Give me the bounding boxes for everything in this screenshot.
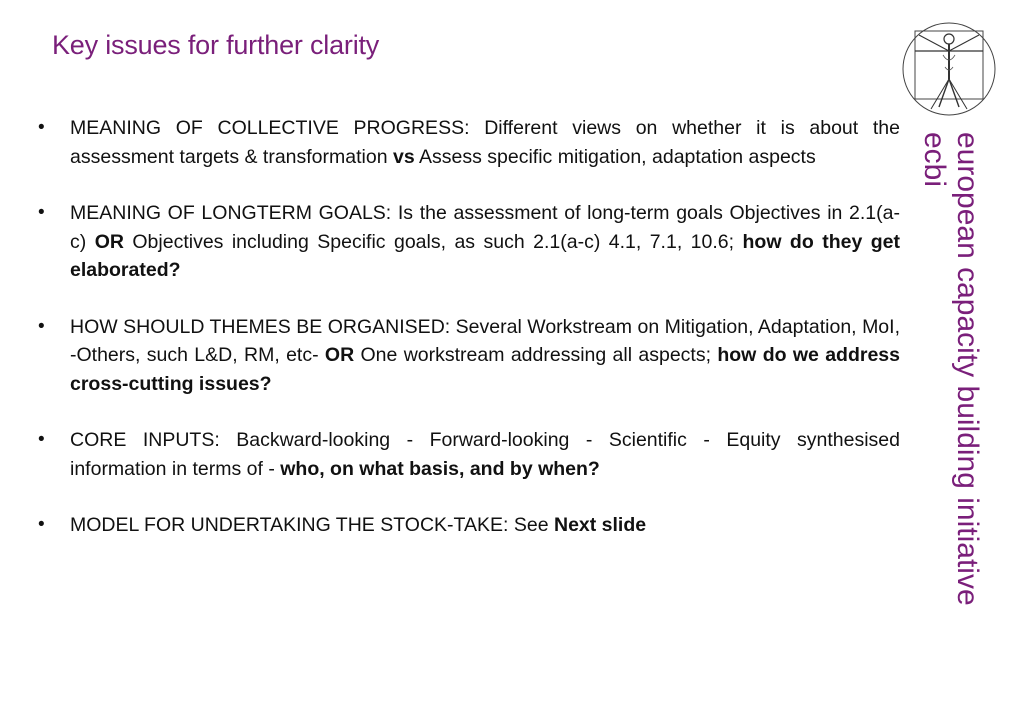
bullet-item — [32, 114, 900, 171]
bullet-text: CORE INPUTS: Backward-looking - Forward-looking - Scientific - Equity synthesised information in terms of - — [70, 429, 900, 480]
bullet-emphasis: OR — [324, 344, 355, 366]
bullet-text: MEANING OF COLLECTIVE PROGRESS: Different views on whether it is about the assessment targets & transformation — [70, 117, 900, 168]
bullet-text: MEANING OF LONGTERM GOALS: Is the assessment of long-term goals Objectives in 2.1(a-c) — [70, 202, 900, 253]
org-vertical-label — [918, 132, 984, 606]
bullet-emphasis: how do they get elaborated? — [70, 230, 900, 281]
bullet-marker: • — [38, 514, 45, 535]
bullet-emphasis: vs — [392, 145, 415, 168]
org-full-name: european capacity building initiative — [951, 132, 984, 606]
bullet-emphasis: how do we address cross-cutting issues? — [70, 344, 900, 395]
bullet-text: One workstream addressing all aspects; — [354, 344, 718, 366]
bullet-emphasis: Next slide — [553, 514, 647, 536]
vitruvian-man-icon — [901, 21, 997, 117]
bullet-text: Objectives including Specific goals, as such 2.1(a-c) 4.1, 7.1, 10.6; — [123, 230, 743, 253]
bullet-emphasis: OR — [94, 230, 124, 253]
bullet-item — [32, 426, 900, 483]
bullet-item — [32, 511, 900, 540]
bullet-item — [32, 313, 900, 399]
bullet-text: HOW SHOULD THEMES BE ORGANISED: Several Workstream on Mitigation, Adaptation, MoI, -Others, such L&D, RM, etc- — [70, 315, 900, 366]
bullet-text: MODEL FOR UNDERTAKING THE STOCK-TAKE: See — [70, 514, 554, 536]
bullet-marker: • — [38, 315, 45, 337]
bullet-text: Assess specific mitigation, adaptation aspects — [414, 145, 816, 168]
bullet-item — [32, 199, 900, 285]
slide-title: Key issues for further clarity — [52, 30, 380, 60]
org-abbreviation: ecbi — [918, 132, 951, 188]
bullet-marker: • — [38, 429, 45, 450]
bullet-marker: • — [38, 117, 45, 138]
bullet-marker: • — [38, 202, 45, 223]
bullet-emphasis: who, on what basis, and by when? — [280, 457, 600, 480]
bullet-list — [32, 114, 900, 568]
